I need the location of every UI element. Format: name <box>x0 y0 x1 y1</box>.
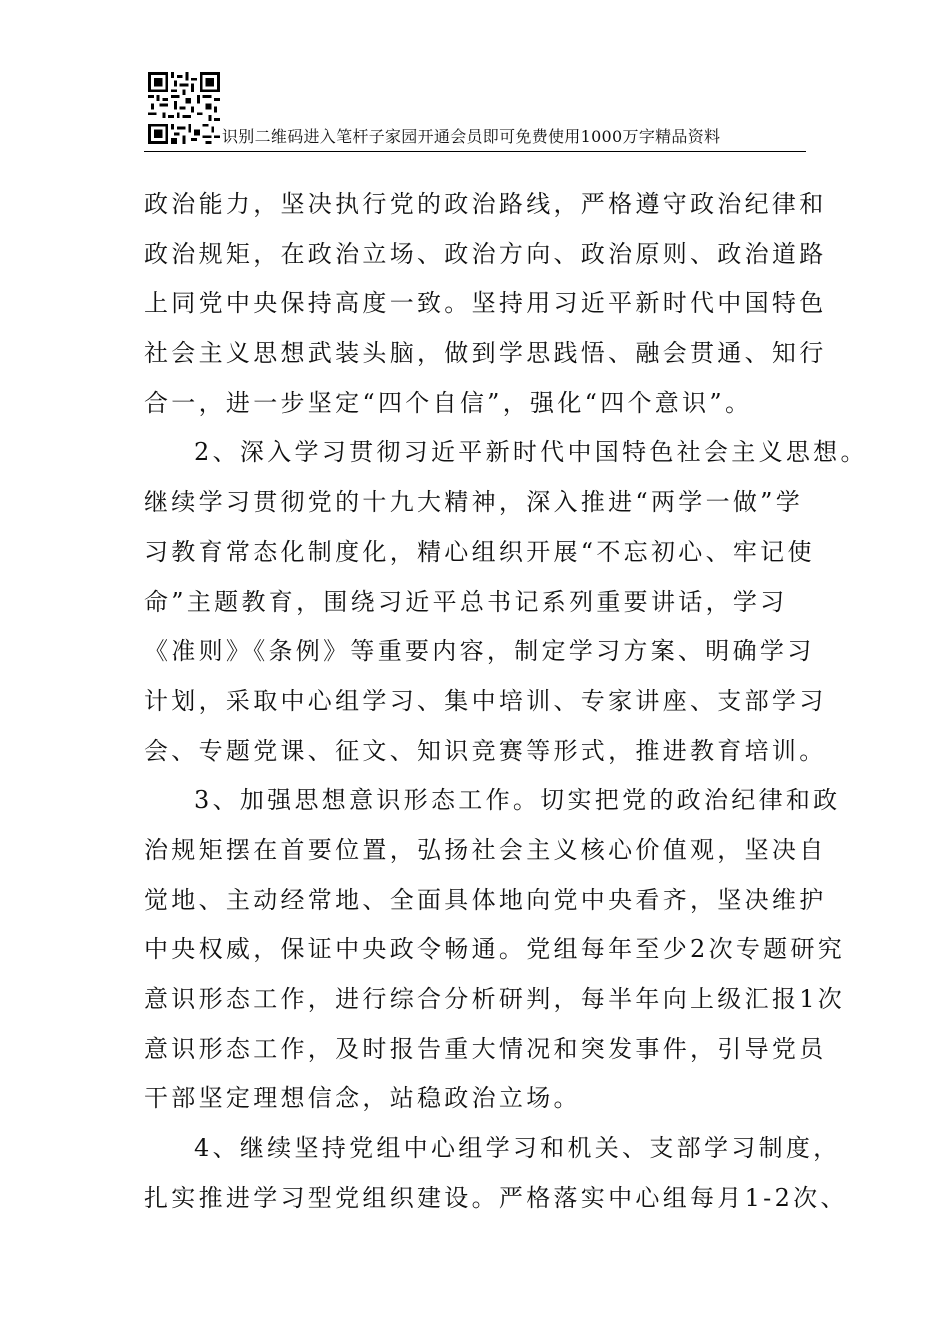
text-line: 计划，采取中心组学习、集中培训、专家讲座、支部学习 <box>144 686 827 715</box>
text-line: 扎实推进学习型党组织建设。严格落实中心组每月1-2次、 <box>144 1183 848 1212</box>
text-line: 中央权威，保证中央政令畅通。党组每年至少2次专题研究 <box>144 935 846 964</box>
text-line: 政治规矩，在政治立场、政治方向、政治原则、政治道路 <box>144 239 827 268</box>
text-line: 会、专题党课、征文、知识竞赛等形式，推进教育培训。 <box>144 736 827 765</box>
document-body <box>144 180 868 1223</box>
text-line: 命”主题教育，围绕习近平总书记系列重要讲话，学习 <box>144 587 788 616</box>
text-line: 社会主义思想武装头脑，做到学思践悟、融会贯通、知行 <box>144 339 827 368</box>
paragraph-heading-2: 2、深入学习贯彻习近平新时代中国特色社会主义思想。 <box>194 438 868 467</box>
paragraph-heading-3: 3、加强思想意识形态工作。切实把党的政治纪律和政 <box>194 786 841 815</box>
text-line: 习教育常态化制度化，精心组织开展“不忘初心、牢记使 <box>144 537 815 566</box>
text-line: 继续学习贯彻党的十九大精神，深入推进“两学一做”学 <box>144 488 804 517</box>
text-line: 觉地、主动经常地、全面具体地向党中央看齐，坚决维护 <box>144 885 827 914</box>
header-divider <box>144 151 806 152</box>
text-line: 上同党中央保持高度一致。坚持用习近平新时代中国特色 <box>144 289 827 318</box>
header-notice: 识别二维码进入笔杆子家园开通会员即可免费使用1000万字精品资料 <box>222 127 721 146</box>
text-line: 合一，进一步坚定“四个自信”，强化“四个意识”。 <box>144 388 753 417</box>
qr-code-icon[interactable] <box>148 72 220 144</box>
paragraph-heading-4: 4、继续坚持党组中心组学习和机关、支部学习制度， <box>194 1134 841 1163</box>
text-line: 《准则》《条例》等重要内容，制定学习方案、明确学习 <box>144 637 815 666</box>
text-line: 意识形态工作，进行综合分析研判，每半年向上级汇报1次 <box>144 985 846 1013</box>
text-line: 治规矩摆在首要位置，弘扬社会主义核心价值观，坚决自 <box>144 835 827 864</box>
text-line: 政治能力，坚决执行党的政治路线，严格遵守政治纪律和 <box>144 190 827 218</box>
text-line: 意识形态工作，及时报告重大情况和突发事件，引导党员 <box>144 1034 827 1063</box>
text-line: 干部坚定理想信念，站稳政治立场。 <box>144 1084 581 1113</box>
